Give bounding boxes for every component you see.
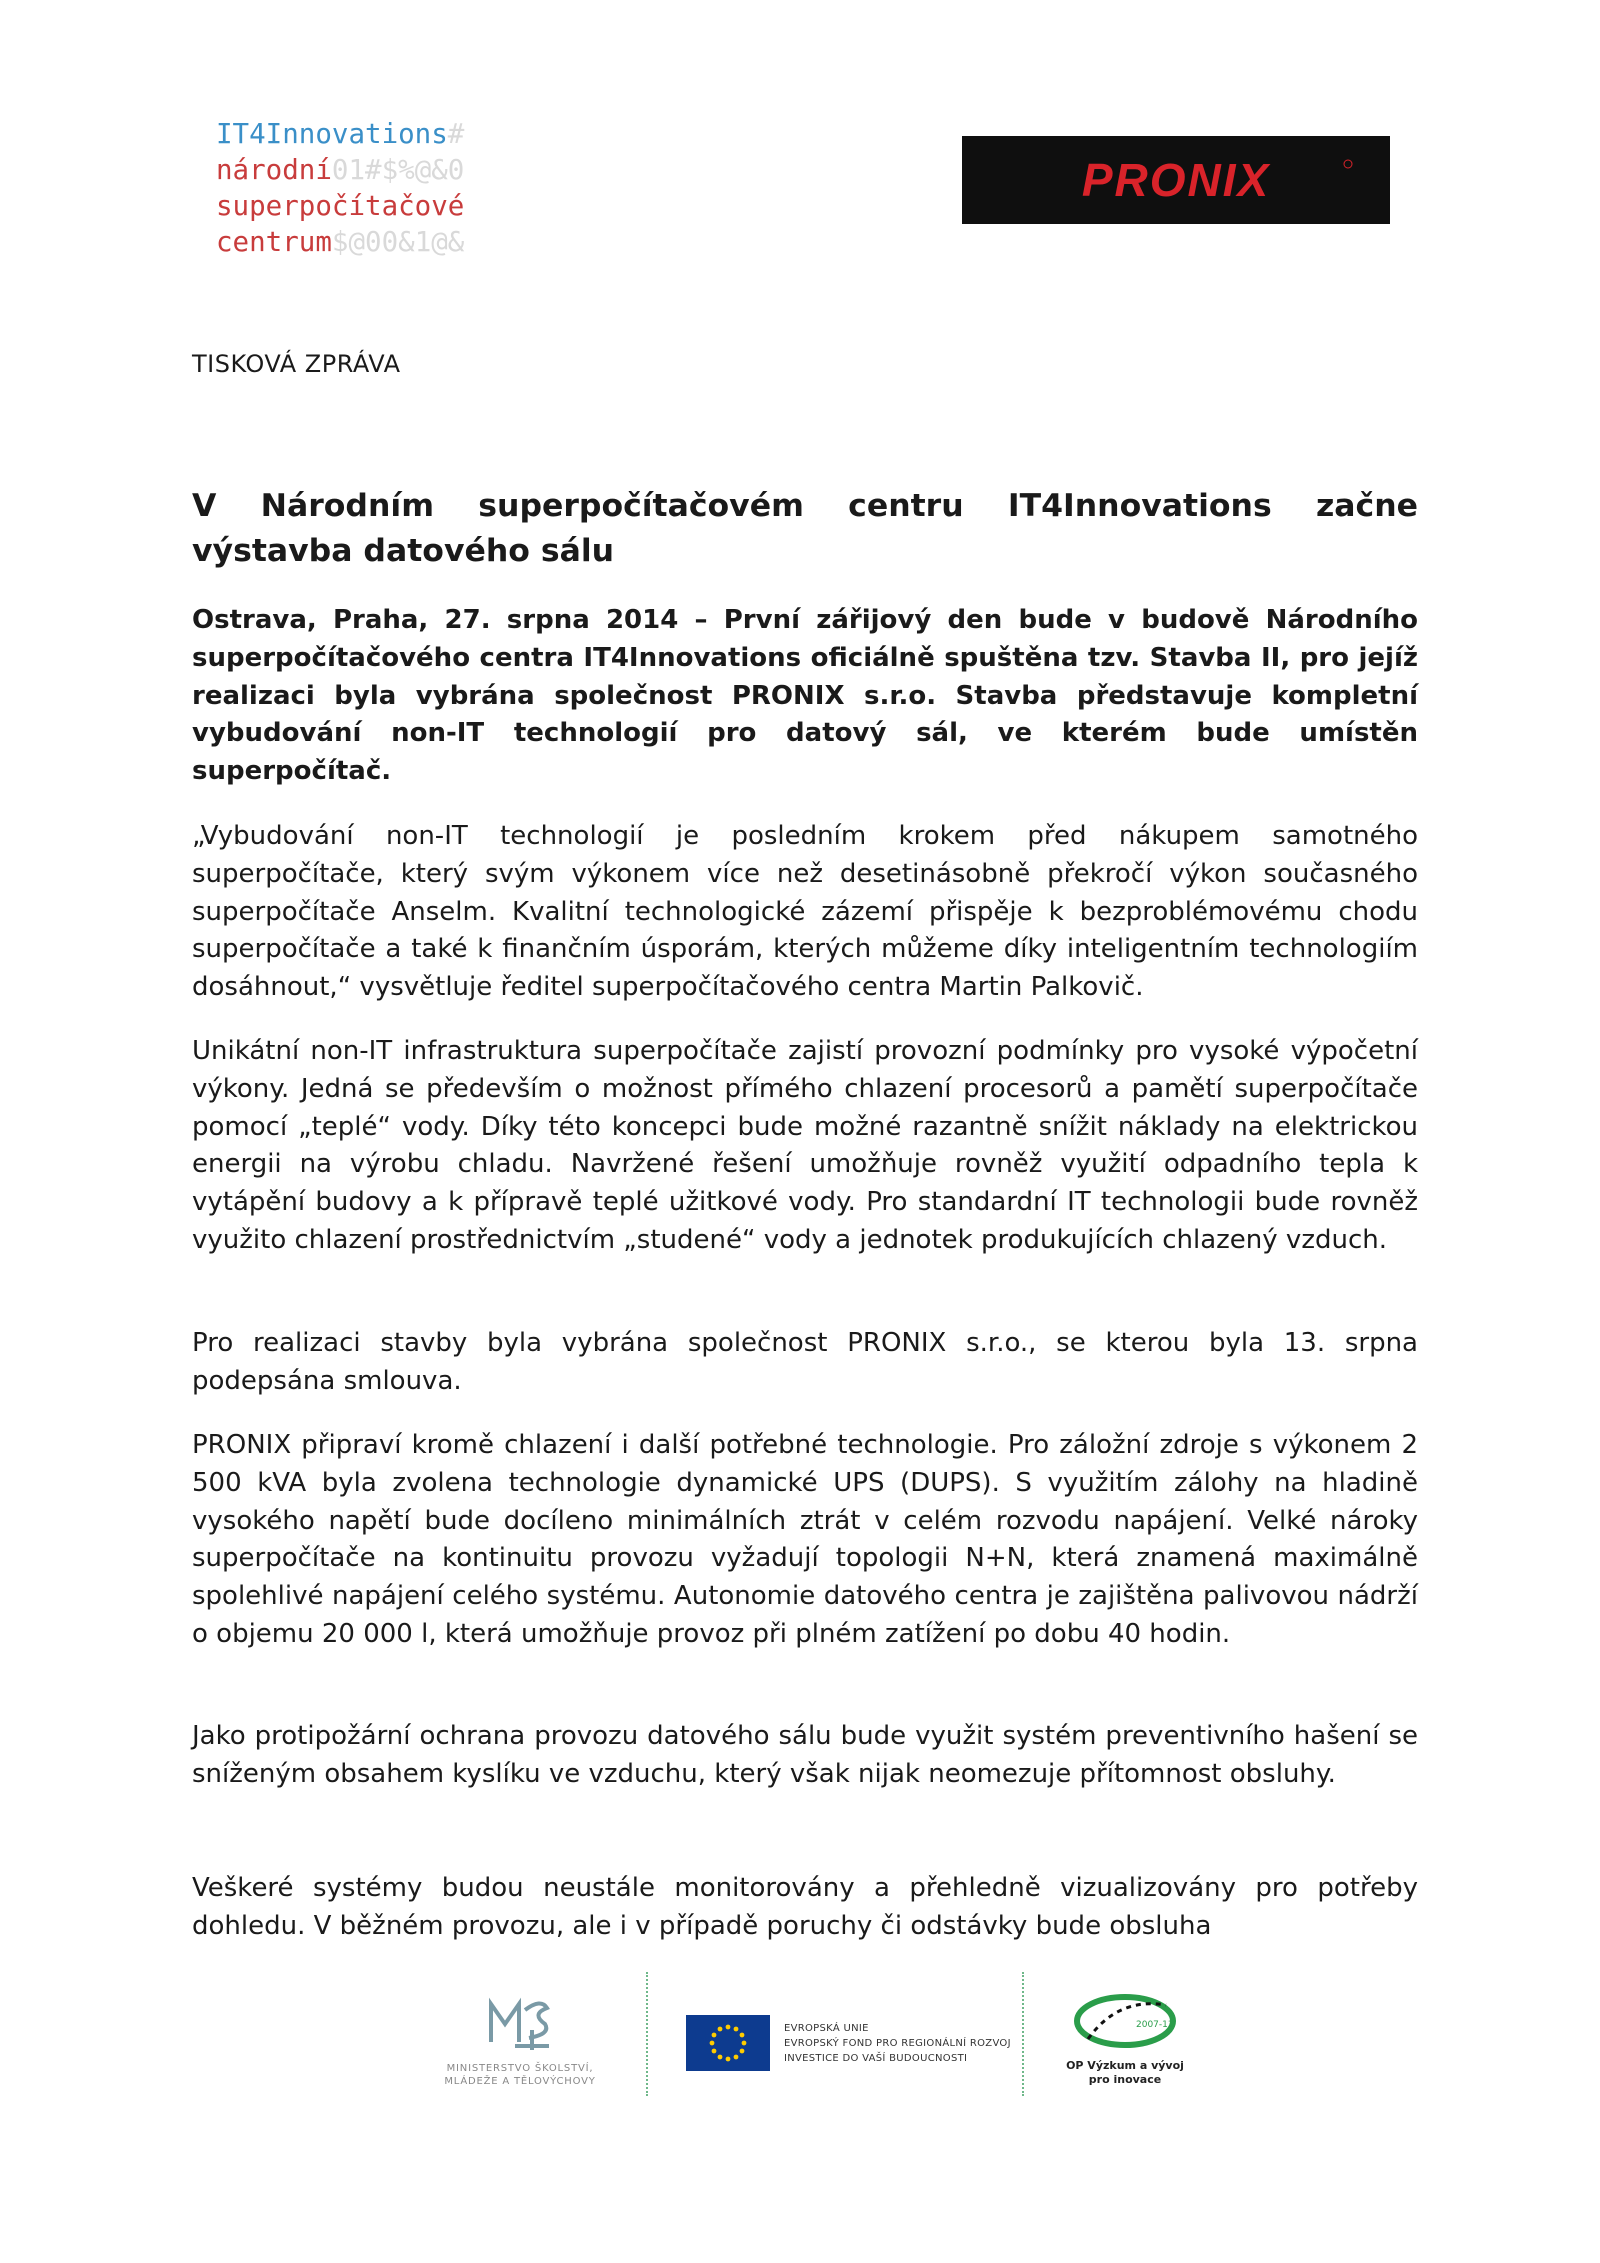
body-paragraph-quote: „Vybudování non-IT technologií je posledním krokem před nákupem samotného superpočítače, který svým výkonem více než desetinásobně překročí výkon současného superpočítače Anselm. Kvalitní technologické zázemí přispěje k bezproblémovému chodu superpočítače a také k finančním úsporám, kterých můžeme díky inteligentním technologiím dosáhnout,“ vysvětluje ředitel superpočítačového centra Martin Palkovič.	[192, 821, 1418, 1003]
msmt-caption-line2: MLÁDEŽE A TĚLOVÝCHOVY	[444, 2076, 596, 2087]
document-label: TISKOVÁ ZPRÁVA	[192, 350, 401, 378]
body-paragraph-fire-protection: Jako protipožární ochrana provozu datového sálu bude využit systém preventivního hašení se sníženým obsahem kyslíku ve vzduchu, který však nijak neomezuje přítomnost obsluhy.	[192, 1721, 1418, 1789]
pronix-logo	[962, 136, 1390, 224]
title-line2: výstavba datového sálu	[192, 533, 615, 569]
body-paragraph-monitoring: Veškeré systémy budou neustále monitorovány a přehledně vizualizovány pro potřeby dohledu. V běžném provozu, ale i v případě poruchy či odstávky bude obsluha	[192, 1873, 1418, 1941]
op-vyzkum-logo	[1063, 1987, 1187, 2087]
body-paragraph-power: PRONIX připraví kromě chlazení i další potřebné technologie. Pro záložní zdroje s výkonem 2 500 kVA byla zvolena technologie dynamické UPS (DUPS). S využitím zálohy na hladině vysokého napětí bude docíleno minimálních ztrát v celém rozvodu napájení. Velké nároky superpočítače na kontinuitu provozu vyžadují topologii N+N, která znamená maximálně spolehlivé napájení celého systému. Autonomie datového centra je zajištěna palivovou nádrží o objemu 20 000 l, která umožňuje provoz při plném zatížení po dobu 40 hodin.	[192, 1430, 1418, 1649]
msmt-emblem-icon	[485, 1990, 555, 2052]
document-title	[192, 484, 1418, 574]
footer-divider	[646, 1972, 650, 2096]
lead-paragraph: Ostrava, Praha, 27. srpna 2014 – První zářijový den bude v budově Národního superpočítačového centra IT4Innovations oficiálně spuštěna tzv. Stavba II, pro jejíž realizaci byla vybrána společnost PRONIX s.r.o. Stavba představuje kompletní vybudování non-IT technologií pro datový sál, ve kterém bude umístěn superpočítač.	[192, 605, 1418, 787]
msmt-caption-line1: MINISTERSTVO ŠKOLSTVÍ,	[446, 2063, 594, 2074]
eu-caption-line1: EVROPSKÁ UNIE	[784, 2022, 869, 2034]
eu-caption-line3: INVESTICE DO VAŠÍ BUDOUCNOSTI	[784, 2052, 968, 2064]
it4innovations-logo	[216, 116, 464, 260]
it4-logo-line2	[216, 154, 464, 186]
op-caption-line1: OP Výzkum a vývoj	[1066, 2059, 1184, 2072]
title-line1: V Národním superpočítačovém centru IT4Innovations začne	[192, 488, 1418, 524]
eu-caption	[784, 2021, 1011, 2066]
msmt-logo	[430, 1990, 610, 2088]
body-paragraph-contract: Pro realizaci stavby byla vybrána společnost PRONIX s.r.o., se kterou byla 13. srpna podepsána smlouva.	[192, 1328, 1418, 1396]
op-caption	[1063, 2059, 1187, 2087]
it4-logo-line4	[216, 226, 464, 258]
it4-logo-line1-tail: #	[447, 118, 465, 150]
it4-logo-line1	[216, 118, 464, 150]
eu-flag-icon	[686, 2015, 770, 2071]
footer-divider	[1022, 1972, 1026, 2096]
body-paragraph-infrastructure: Unikátní non-IT infrastruktura superpočítače zajistí provozní podmínky pro vysoké výpočetní výkony. Jedná se především o možnost přímého chlazení procesorů a pamětí superpočítače pomocí „teplé“ vody. Díky této koncepci bude možné razantně snížit náklady na elektrickou energii na výrobu chladu. Navržené řešení umožňuje rovněž využití odpadního tepla k vytápění budovy a k přípravě teplé užitkové vody. Pro standardní IT technologii bude rovněž využito chlazení prostřednictvím „studené“ vody a jednotek produkujících chlazený vzduch.	[192, 1036, 1418, 1255]
op-years: 2007-13	[1136, 2020, 1174, 2030]
eu-logo	[686, 2015, 1011, 2071]
it4-logo-line3: superpočítačové	[216, 190, 465, 222]
it4-logo-line1-main: IT4Innovations	[216, 118, 448, 150]
it4-logo-line4-tail: $@00&1@&	[331, 226, 465, 258]
it4-logo-line2-tail: 01#$%@&0	[331, 154, 465, 186]
eu-caption-line2: EVROPSKÝ FOND PRO REGIONÁLNÍ ROZVOJ	[784, 2037, 1011, 2049]
op-caption-line2: pro inovace	[1088, 2073, 1162, 2086]
msmt-caption	[430, 2062, 610, 2088]
it4-logo-line2-main: národní	[216, 154, 332, 186]
it4-logo-line4-main: centrum	[216, 226, 332, 258]
registered-mark-icon	[1344, 160, 1352, 168]
pronix-logo-text: PRONIX	[1081, 154, 1271, 206]
op-vyzkum-emblem-icon	[1070, 1987, 1180, 2053]
